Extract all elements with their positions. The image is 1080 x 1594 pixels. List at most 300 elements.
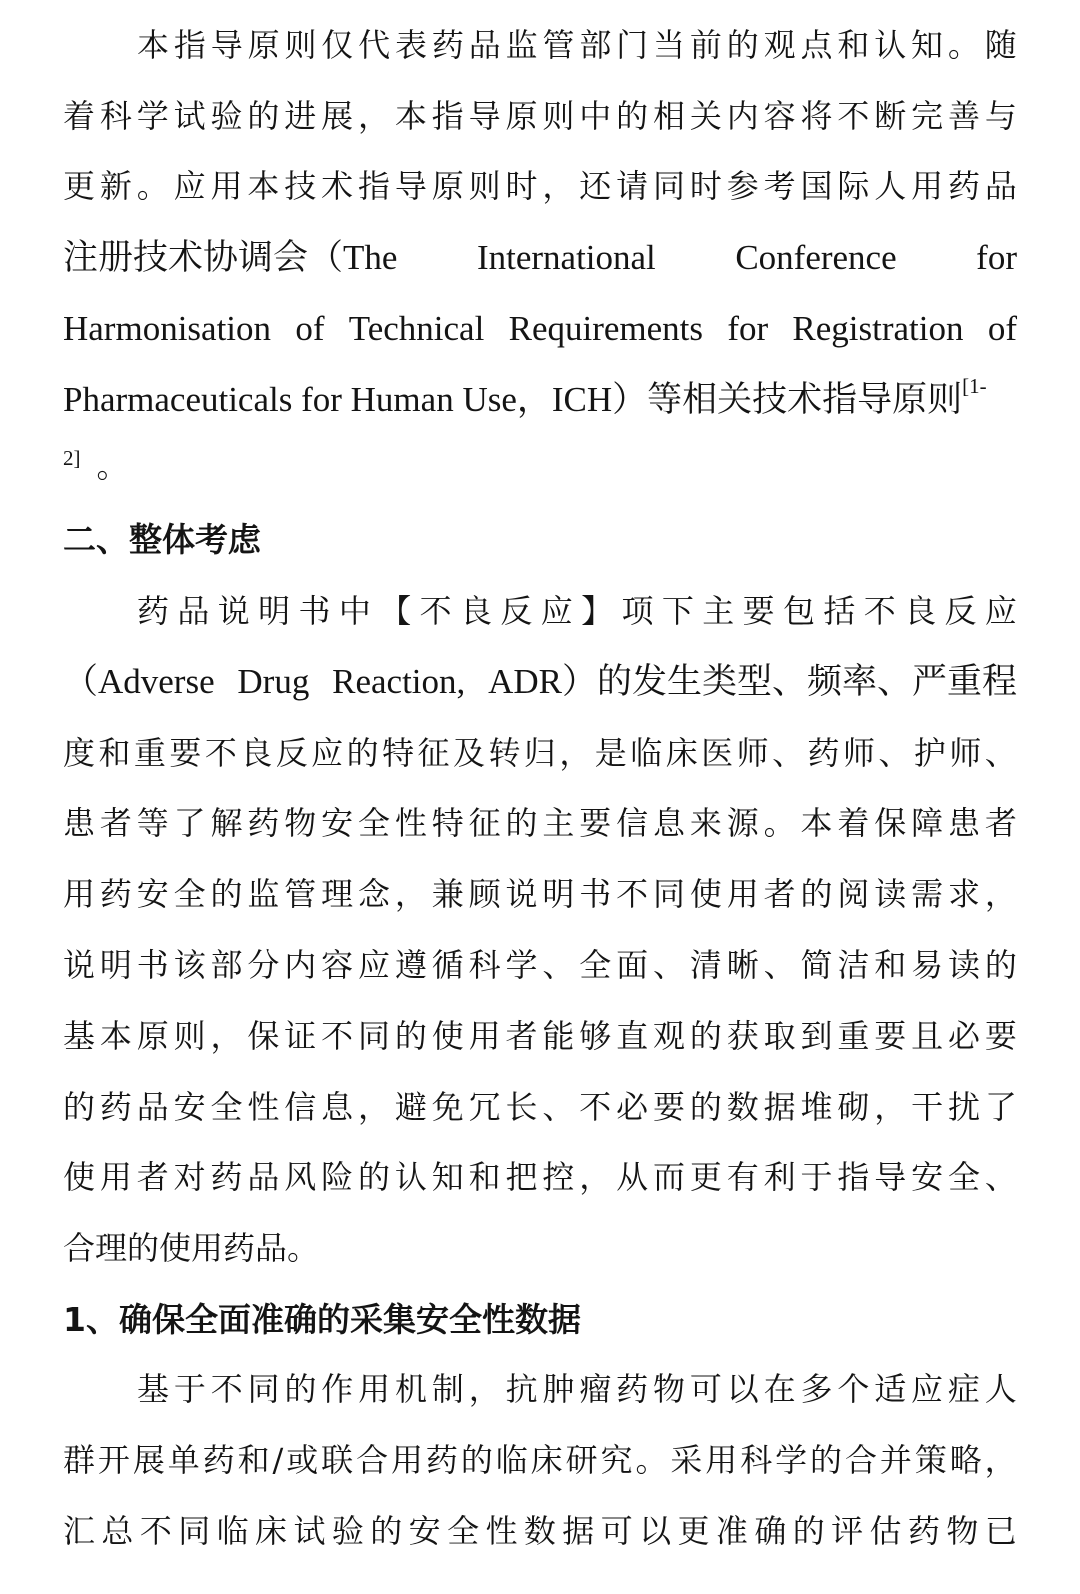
text-token: 简 xyxy=(800,946,833,984)
text-token: 者 xyxy=(136,1158,169,1196)
text-token: 据 xyxy=(562,1512,595,1550)
text-token: 重 xyxy=(133,734,166,772)
text-token: 究 xyxy=(600,1441,633,1479)
text-token: 相 xyxy=(653,97,686,135)
text-token: 的 xyxy=(689,1088,722,1126)
text-token: 个 xyxy=(837,1370,870,1408)
text-line xyxy=(63,733,1017,773)
text-token: 信 xyxy=(616,804,649,842)
text-token: 际 xyxy=(837,167,870,205)
text-token: 更 xyxy=(63,167,96,205)
text-token: 还 xyxy=(579,167,612,205)
text-token: 药 xyxy=(99,1088,132,1126)
text-token: 物 xyxy=(284,804,317,842)
text-token: 长 xyxy=(505,1088,538,1126)
text-token: 品 xyxy=(136,1088,169,1126)
text-token: 内 xyxy=(726,97,759,135)
text-token: 前 xyxy=(689,26,722,64)
text-token: 需 xyxy=(911,875,944,913)
text-token: 。 xyxy=(635,1441,668,1479)
text-token: 要 xyxy=(169,734,202,772)
text-token: 。 xyxy=(763,804,796,842)
text-token: 全 xyxy=(948,1158,981,1196)
text-token: 障 xyxy=(911,804,944,842)
text-token: 于 xyxy=(173,1370,206,1408)
text-token: 理 xyxy=(321,875,354,913)
text-token: 指 xyxy=(358,167,391,205)
text-token: 则 xyxy=(468,167,501,205)
text-token: 性 xyxy=(485,1512,518,1550)
text-token: 指 xyxy=(431,97,464,135)
text-token: 随 xyxy=(984,26,1017,64)
text-token: 用 xyxy=(63,875,96,913)
text-token: 导 xyxy=(874,1158,907,1196)
text-line xyxy=(63,1511,1017,1551)
text-token: 书 xyxy=(579,875,612,913)
text-token: 则 xyxy=(173,1017,206,1055)
text-token: 观 xyxy=(763,26,796,64)
text-token: 药 xyxy=(616,1370,649,1408)
text-token: 内 xyxy=(284,946,317,984)
text-token: 砌 xyxy=(837,1088,870,1126)
text-token: 安 xyxy=(321,804,354,842)
text-token: 瘤 xyxy=(579,1370,612,1408)
text-token: 的 xyxy=(792,1512,825,1550)
text-token: 同 xyxy=(247,1370,280,1408)
text-token: 归 xyxy=(523,734,556,772)
text-token: 群 xyxy=(63,1441,96,1479)
text-token: 指 xyxy=(837,1158,870,1196)
text-token: 不 xyxy=(616,875,649,913)
text-token: 容 xyxy=(321,946,354,984)
text-token: 与 xyxy=(984,97,1017,135)
text-token: 不 xyxy=(139,1512,172,1550)
text-token: Requirements xyxy=(508,309,704,348)
text-token: 学 xyxy=(775,1441,808,1479)
subsection-heading: 1、确保全面准确的采集安全性数据 xyxy=(63,1300,581,1339)
text-token: 开 xyxy=(97,1441,130,1479)
text-token: 安 xyxy=(136,875,169,913)
text-token: 用 xyxy=(99,1158,132,1196)
text-token: 断 xyxy=(874,97,907,135)
text-token: ， xyxy=(579,1158,612,1196)
text-token: 应 xyxy=(540,592,573,630)
text-token: 括 xyxy=(823,592,856,630)
text-token: 验 xyxy=(331,1512,364,1550)
text-token: 监 xyxy=(247,875,280,913)
text-token: 临 xyxy=(216,1512,249,1550)
text-token: 则 xyxy=(284,26,317,64)
text-token: 品 xyxy=(984,167,1017,205)
text-token: Registration xyxy=(792,309,964,348)
text-token: 技 xyxy=(284,167,317,205)
text-token: 新 xyxy=(99,167,132,205)
text-token: 参 xyxy=(726,167,759,205)
text-token: 、 xyxy=(984,734,1017,772)
text-token: 临 xyxy=(495,1441,528,1479)
text-token: 于 xyxy=(800,1158,833,1196)
text-token: 了 xyxy=(984,1088,1017,1126)
text-token: 药 xyxy=(807,734,840,772)
text-token: 可 xyxy=(600,1512,633,1550)
text-token: 冗 xyxy=(468,1088,501,1126)
text-token: 和 xyxy=(837,26,870,64)
text-token: Harmonisation xyxy=(63,309,272,348)
text-token: ADR）的发生类型、频率、严重程 xyxy=(488,662,1017,701)
text-token: 的 xyxy=(210,875,243,913)
text-token: 药 xyxy=(425,1441,458,1479)
text-line xyxy=(63,446,1017,486)
text-token: 仅 xyxy=(321,26,354,64)
text-token: 应 xyxy=(311,734,344,772)
text-token: 良 xyxy=(904,592,937,630)
text-token: 度 xyxy=(63,734,96,772)
text-token: ， xyxy=(559,734,592,772)
text-token: 求 xyxy=(948,875,981,913)
text-token: 单 xyxy=(167,1441,200,1479)
text-token: 适 xyxy=(874,1370,907,1408)
text-token: 联 xyxy=(321,1441,354,1479)
text-token: 床 xyxy=(255,1512,288,1550)
text-token: 时 xyxy=(505,167,538,205)
text-token: 中 xyxy=(338,592,371,630)
text-token: 部 xyxy=(210,946,243,984)
text-token: 科 xyxy=(468,946,501,984)
text-token: 、 xyxy=(653,946,686,984)
text-token: 制 xyxy=(431,1370,464,1408)
text-token: 用 xyxy=(726,875,759,913)
text-token: 估 xyxy=(869,1512,902,1550)
text-token: Reaction, xyxy=(332,662,466,701)
text-token: 在 xyxy=(763,1370,796,1408)
text-token: 者 xyxy=(763,875,796,913)
text-line xyxy=(137,25,1017,65)
text-token: 科 xyxy=(99,97,132,135)
text-token: of xyxy=(987,309,1017,348)
text-token: 的 xyxy=(460,1441,493,1479)
text-token: 药 xyxy=(948,167,981,205)
text-token: 全 xyxy=(210,1088,243,1126)
text-line xyxy=(63,374,1017,420)
text-token: 分 xyxy=(247,946,280,984)
text-token: 良 xyxy=(460,592,493,630)
text-token: 明 xyxy=(258,592,291,630)
text-token: 来 xyxy=(689,804,722,842)
text-token: 更 xyxy=(677,1512,710,1550)
text-token: 学 xyxy=(136,97,169,135)
text-token: 把 xyxy=(505,1158,538,1196)
text-token: 用 xyxy=(358,1370,391,1408)
text-token: 本 xyxy=(137,26,170,64)
text-token: 清 xyxy=(689,946,722,984)
text-token: 中 xyxy=(579,97,612,135)
text-line xyxy=(63,945,1017,985)
text-token: 部 xyxy=(579,26,612,64)
text-token: 认 xyxy=(394,1158,427,1196)
text-token: 研 xyxy=(565,1441,598,1479)
text-token: for xyxy=(727,309,769,348)
text-token: 险 xyxy=(321,1158,354,1196)
text-token: 面 xyxy=(616,946,649,984)
text-token: 临 xyxy=(630,734,663,772)
text-token: 使 xyxy=(689,875,722,913)
text-token: 的 xyxy=(394,1017,427,1055)
text-token: 原 xyxy=(431,167,464,205)
text-token: 及 xyxy=(452,734,485,772)
text-token: 导 xyxy=(468,97,501,135)
text-token: 用 xyxy=(390,1441,423,1479)
text-line xyxy=(63,1440,1017,1480)
text-token: 的 xyxy=(284,1370,317,1408)
text-token: 作 xyxy=(321,1370,354,1408)
text-token: 汇 xyxy=(63,1512,96,1550)
text-token: 阅 xyxy=(837,875,870,913)
text-token: 总 xyxy=(101,1512,134,1550)
text-token: 药 xyxy=(431,26,464,64)
text-token: 洁 xyxy=(837,946,870,984)
text-token: 的 xyxy=(63,1088,96,1126)
text-token: 医 xyxy=(701,734,734,772)
text-token: 说 xyxy=(63,946,96,984)
text-token: 或 xyxy=(286,1441,319,1479)
text-token: 使 xyxy=(63,1158,96,1196)
text-token: 术 xyxy=(321,167,354,205)
text-token: 反 xyxy=(500,592,533,630)
text-token: ， xyxy=(874,1088,907,1126)
text-token: 是 xyxy=(594,734,627,772)
text-token: 应 xyxy=(984,592,1017,630)
text-token: 兼 xyxy=(431,875,464,913)
text-token: ， xyxy=(210,1017,243,1055)
citation-superscript: [1- xyxy=(962,374,987,398)
text-token: 可 xyxy=(689,1370,722,1408)
text-token: / xyxy=(272,1441,284,1479)
section-heading: 二、整体考虑 xyxy=(63,520,261,559)
text-token: 控 xyxy=(542,1158,575,1196)
text-token: 物 xyxy=(653,1370,686,1408)
text-token: 堆 xyxy=(800,1088,833,1126)
text-token: 应 xyxy=(358,946,391,984)
text-token: 不 xyxy=(863,592,896,630)
text-token: 不 xyxy=(210,1370,243,1408)
text-token: 和 xyxy=(98,734,131,772)
text-token: 科 xyxy=(740,1441,773,1479)
text-token: 重 xyxy=(837,1017,870,1055)
text-token: 保 xyxy=(874,804,907,842)
text-token: 知 xyxy=(431,1158,464,1196)
text-token: 同 xyxy=(358,1017,391,1055)
text-token: 够 xyxy=(579,1017,612,1055)
text-token: 的 xyxy=(358,1158,391,1196)
text-token: 代 xyxy=(358,26,391,64)
text-token: 等 xyxy=(136,804,169,842)
text-token: 。 xyxy=(136,167,169,205)
text-token: 的 xyxy=(505,804,538,842)
text-token: 的 xyxy=(616,97,649,135)
text-token: 展 xyxy=(321,97,354,135)
text-token: 品 xyxy=(177,592,210,630)
text-token: 床 xyxy=(665,734,698,772)
text-token: 护 xyxy=(913,734,946,772)
text-token: 据 xyxy=(763,1088,796,1126)
text-token: 有 xyxy=(726,1158,759,1196)
line-end-period: 。 xyxy=(96,447,129,485)
text-token: 者 xyxy=(984,804,1017,842)
text-token: 安 xyxy=(173,1088,206,1126)
text-token: 师 xyxy=(949,734,982,772)
text-token: 主 xyxy=(702,592,735,630)
text-line xyxy=(63,1087,1017,1127)
text-token: 到 xyxy=(800,1017,833,1055)
text-token: 利 xyxy=(763,1158,796,1196)
text-segment: Pharmaceuticals for Human Use，ICH）等相关技术指导原则 xyxy=(63,380,963,419)
text-token: 不 xyxy=(204,734,237,772)
text-line xyxy=(63,662,1017,702)
text-token: 试 xyxy=(293,1512,326,1550)
text-token: 确 xyxy=(754,1512,787,1550)
text-token: 抗 xyxy=(505,1370,538,1408)
text-token: 易 xyxy=(911,946,944,984)
text-token: 顾 xyxy=(468,875,501,913)
text-token: 导 xyxy=(394,167,427,205)
text-token: （Adverse xyxy=(63,662,215,701)
text-token: 的 xyxy=(689,1017,722,1055)
text-token: 不 xyxy=(837,97,870,135)
text-token: 肿 xyxy=(542,1370,575,1408)
text-token: 药 xyxy=(907,1512,940,1550)
text-token: 必 xyxy=(948,1017,981,1055)
text-token: 药 xyxy=(210,1158,243,1196)
citation-superscript: 2] xyxy=(63,446,81,470)
text-token: 循 xyxy=(431,946,464,984)
text-token: 更 xyxy=(689,1158,722,1196)
text-token: 患 xyxy=(63,804,96,842)
text-line xyxy=(63,874,1017,914)
text-token: 信 xyxy=(284,1088,317,1126)
text-token: of xyxy=(295,309,325,348)
text-token: 时 xyxy=(689,167,722,205)
text-token: 要 xyxy=(742,592,775,630)
text-token: 反 xyxy=(944,592,977,630)
text-token: 不 xyxy=(321,1017,354,1055)
text-token: 基 xyxy=(63,1017,96,1055)
text-token: 门 xyxy=(616,26,649,64)
text-line xyxy=(63,309,1017,349)
text-token: 药 xyxy=(247,804,280,842)
text-token: 本 xyxy=(99,1017,132,1055)
text-token: 书 xyxy=(136,946,169,984)
text-token: 的 xyxy=(800,875,833,913)
text-token: 应 xyxy=(911,1370,944,1408)
text-token: 和 xyxy=(874,946,907,984)
text-token: 进 xyxy=(284,97,317,135)
text-token: 基 xyxy=(137,1370,170,1408)
text-token: 良 xyxy=(240,734,273,772)
text-token: 善 xyxy=(948,97,981,135)
text-token: 容 xyxy=(763,97,796,135)
text-token: 、 xyxy=(542,1088,575,1126)
text-token: 注册技术协调会（The xyxy=(63,238,398,277)
text-token: 者 xyxy=(99,804,132,842)
text-token: 对 xyxy=(173,1158,206,1196)
text-token: 合 xyxy=(356,1441,389,1479)
text-token: 转 xyxy=(488,734,521,772)
text-token: 评 xyxy=(831,1512,864,1550)
text-token: 以 xyxy=(726,1370,759,1408)
text-token: 该 xyxy=(173,946,206,984)
text-token: 、 xyxy=(984,1158,1017,1196)
text-token: 的 xyxy=(984,946,1017,984)
text-token: 原 xyxy=(136,1017,169,1055)
text-token: 保 xyxy=(247,1017,280,1055)
text-token: 者 xyxy=(505,1017,538,1055)
text-token: 点 xyxy=(800,26,833,64)
text-token: 、 xyxy=(772,734,805,772)
text-token: 完 xyxy=(911,97,944,135)
text-token: 下 xyxy=(661,592,694,630)
text-token: 特 xyxy=(382,734,415,772)
text-token: 症 xyxy=(947,1370,980,1408)
text-token: 直 xyxy=(616,1017,649,1055)
text-token: 、 xyxy=(542,946,575,984)
text-token: 必 xyxy=(616,1088,649,1126)
text-token: 原 xyxy=(505,97,538,135)
text-token: 包 xyxy=(783,592,816,630)
text-token: 应 xyxy=(173,167,206,205)
text-token: 遵 xyxy=(394,946,427,984)
text-line xyxy=(63,1016,1017,1056)
text-token: 免 xyxy=(431,1088,464,1126)
text-token: 安 xyxy=(911,1158,944,1196)
text-token: 用 xyxy=(911,167,944,205)
text-token: 要 xyxy=(984,1017,1017,1055)
text-token: 获 xyxy=(726,1017,759,1055)
text-token: 从 xyxy=(616,1158,649,1196)
text-token: 解 xyxy=(210,804,243,842)
text-token: 息 xyxy=(321,1088,354,1126)
text-token: for xyxy=(976,238,1017,277)
text-token: 多 xyxy=(800,1370,833,1408)
text-token: 要 xyxy=(579,804,612,842)
text-token: 特 xyxy=(431,804,464,842)
text-line xyxy=(137,1369,1017,1409)
text-token: Technical xyxy=(348,309,485,348)
text-token: 项 xyxy=(621,592,654,630)
text-token: 药 xyxy=(202,1441,235,1479)
text-token: 明 xyxy=(542,875,575,913)
text-token: 而 xyxy=(653,1158,686,1196)
text-token: 以 xyxy=(639,1512,672,1550)
text-token: ， xyxy=(358,97,391,135)
text-token: ， xyxy=(358,1088,391,1126)
text-token: 征 xyxy=(468,804,501,842)
text-token: 扰 xyxy=(948,1088,981,1126)
text-token: 、 xyxy=(763,946,796,984)
text-token: 品 xyxy=(247,1158,280,1196)
text-token: 验 xyxy=(210,97,243,135)
text-token: 人 xyxy=(874,167,907,205)
text-token: Conference xyxy=(735,238,897,277)
text-token: 机 xyxy=(395,1370,428,1408)
text-token: 的 xyxy=(726,26,759,64)
text-token: 药 xyxy=(99,875,132,913)
text-token: ， xyxy=(984,875,1017,913)
text-token: 表 xyxy=(395,26,428,64)
text-token: 主 xyxy=(542,804,575,842)
text-token: 合 xyxy=(844,1441,877,1479)
text-token: 、 xyxy=(878,734,911,772)
text-line xyxy=(63,238,1017,278)
